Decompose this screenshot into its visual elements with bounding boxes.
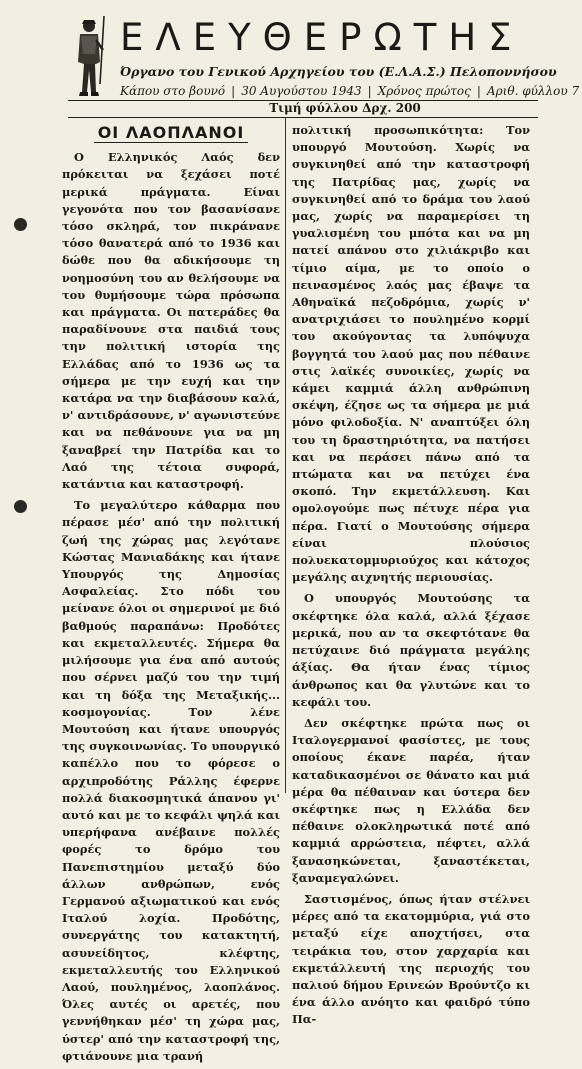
- issue-number: Αριθ. φύλλου 7: [486, 84, 580, 98]
- punch-hole: [14, 500, 27, 513]
- article-headline: ΟΙ ΛΑΟΠΛΑΝΟΙ: [62, 124, 280, 143]
- article-paragraph: Σαστισμένος, όπως ήταν στέλνει μέρες από τα εκατομμύρια, γιά στο μεταξύ είχε αποχτήσει, στα τειράκια του, στον χαρχαρία και εκμετάλλευτή της περιοχής του παλιού δήμου Ερινεών Βρούντζο κι ένα άλλο ανόητο και φαιδρό τύπο Πα-: [292, 891, 530, 1027]
- article-paragraph: Ο Ελληνικός Λαός δεν πρόκειται να ξεχάσει ποτέ μερικά πράγματα. Είναι γεγονότα που τον βασανίσανε τόσο σκληρά, τον πικράνανε τόσο θανατερά από το 1936 και δώθε που θα αδικήσουμε τη νοημοσύνη του αν θελήσουμε να του θυμήσουμε τώρα πρόσωπα και πράγματα. Οι πατεράδες θα παραδίνουνε στα παιδιά τους την πολιτική ιστορία της Ελλάδας από το 1936 ως τα σήμερα με την ευχή και την κατάρα να την διαβάσουν καλά, ν' αντιδράσουνε, ν' αγωνιστεύνε και να πεθάνουνε για να μη ξαναβρεί την Πατρίδα και το Λαό της τέτοια συφορά, κατάντια και καταστροφή.: [62, 150, 280, 492]
- date: 30 Αυγούστου 1943: [241, 84, 362, 98]
- price: Τιμή φύλλου Δρχ. 200: [269, 101, 421, 115]
- article-paragraph: πολιτική προσωπικότητα: Τον υπουργό Μουτούση. Χωρίς να συγκινηθεί από την καταστροφή της Πατρίδας μας, χωρίς να συγκινηθεί από το δράμα του λαού μας, χωρίς να παραμερίσει τη γυαλισμένη του μπότα και να μη πατεί απάνου στο χιλιάκριβο και τίμιο αίμα, με το οποίο ο πεινασμένος λαός μας έβαψε τα Αθηναϊκά πεζοδρόμια, χωρίς ν' ανατριχιάσει το πουλημένο κορμί του ακούγοντας τα λυπόψυχα βογγητά του λαού μας που πέθαινε στις λαϊκές συνοικίες, χωρίς να κάμει καμμιά άλλη ανθρώπινη σκέψη, έζησε ως τα σήμερα με μιά μόνο φιλοδοξία. Ν' αναπτύξει όλη του τη δραστηριότητα, να πατήσει και να περάσει πάνω από τα πτώματα και να πετύχει ένα σκοπό. Την εκμετάλλευση. Και ομολογούμε πως πέτυχε πέρα για πέρα. Γιατί ο Μουτούσης σήμερα είναι πλούσιος πολυεκατομμυριούχος και κάτοχος μεγάλης αιχνητής περιουσίας.: [292, 123, 530, 585]
- column-divider: [285, 117, 286, 793]
- article-paragraph: Δεν σκέφτηκε πρώτα πως οι Ιταλογερμανοί φασίστες, με τους οποίους έκανε παρέα, ήταν καταδικασμένοι σε θάνατο και μιά μέρα θα πέθαιναν και ύστερα δεν σκέφτηκε πως η Ελλάδα δεν πέθαινε ολοκληρωτικά ποτέ από καμμιά αρρώστεια, πέφτει, αλλά ξανασηκώνεται, ξαναστέκεται, ξαναμεγαλώνει.: [292, 715, 530, 885]
- article-right-column: [292, 122, 530, 1033]
- masthead-rule: [68, 117, 538, 118]
- place: Κάπου στο βουνό: [120, 84, 226, 98]
- punch-hole: [14, 218, 27, 231]
- newspaper-subtitle: Όργανο του Γενικού Αρχηγείου του (Ε.Λ.Α.Σ.) Πελοποννήσου: [120, 64, 557, 79]
- issue-info: Κάπου στο βουνό | 30 Αυγούστου 1943 | Χρόνος πρώτος | Αριθ. φύλλου 7: [120, 84, 580, 98]
- article-paragraph: Το μεγαλύτερο κάθαρμα που πέρασε μέσ' από την πολιτική ζωή της χώρας μας λεγότανε Κώστας Μανιαδάκης και ήτανε Υπουργός της Δημοσίας Ασφαλείας. Στο πόδι του μείνανε όλοι οι σημερινοί με διό βαθμούς παραπάνω: Προδότες και εκμεταλλευτές. Σήμερα θα μιλήσουμε για ένα από αυτούς που σέρνει μαζύ του την τιμή και τη δόξα της Μεταξικής... κοσμογονίας. Τον λένε Μουτούση και ήτανε υπουργός της συγκοινωνίας. Το υπουργικό καπέλλο που το φόρεσε ο αρχιπροδότης Ράλλης έφερνε πολλά διακοσμητικά άπανου γι' αυτό και με το κεφάλι ψηλά και υπερήφανα ανέβαινε πολλές φορές το δρόμο του Πανεπιστημίου μεταξύ δύο άλλων ανθρώπων, ενός Γερμανού αξιωματικού και ενός Ιταλού λοχία. Προδότης, συνεργάτης του κατακτητή, ασυνείδητος, κλέφτης, εκμεταλλευτής του Ελληνικού Λαού, πουλημένος, λαοπλάνος. Όλες αυτές οι αρετές, που γεννήθηκαν μέσ' τη χώρα μας, ύστερ' από την καταστροφή της, φτιάνουνε μια τρανή: [62, 498, 280, 1063]
- article-left-column: [62, 122, 280, 1069]
- year: Χρόνος πρώτος: [377, 84, 471, 98]
- newspaper-title: ΕΛΕΥΘΕΡΩΤΗΣ: [120, 16, 524, 59]
- guerrilla-fighter-emblem: [70, 14, 110, 100]
- article-paragraph: Ο υπουργός Μουτούσης τα σκέφτηκε όλα καλά, αλλά ξέχασε μερικά, που αν τα σκεφτότανε θα πετύχαινε διό πράγματα μεγάλης άξίας. Θα ήταν ένας τίμιος άνθρωπος και θα γλυτώνε και το κεφάλι του.: [292, 591, 530, 709]
